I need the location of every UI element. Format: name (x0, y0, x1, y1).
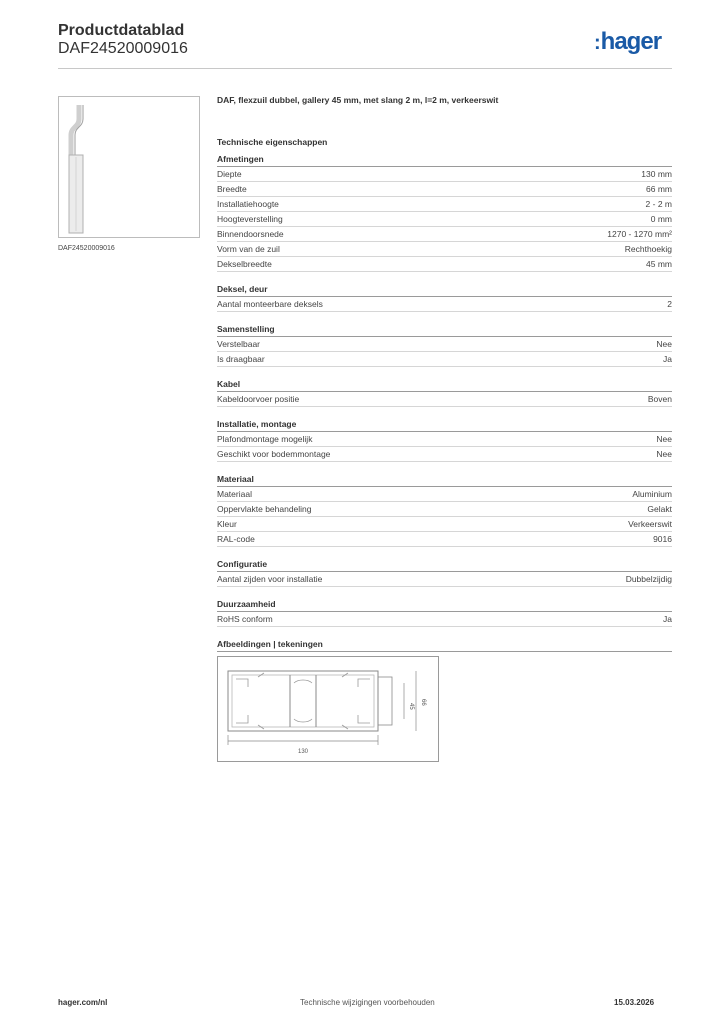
property-label: Plafondmontage mogelijk (217, 434, 313, 444)
property-group (217, 418, 672, 462)
property-value: 9016 (653, 534, 672, 544)
property-label: Aantal zijden voor installatie (217, 574, 323, 584)
property-group (217, 473, 672, 547)
document-product-code: DAF24520009016 (58, 40, 188, 57)
group-title: Samenstelling (217, 323, 672, 337)
profile-drawing-icon (218, 657, 438, 761)
property-value: 2 - 2 m (645, 199, 672, 209)
logo-dots: : (594, 32, 600, 54)
property-label: Aantal monteerbare deksels (217, 299, 323, 309)
property-row (217, 447, 672, 462)
property-value: Boven (647, 394, 672, 404)
property-group (217, 378, 672, 407)
property-value: 0 mm (650, 214, 672, 224)
property-label: RoHS conform (217, 614, 273, 624)
group-title: Kabel (217, 378, 672, 392)
property-row (217, 212, 672, 227)
property-row (217, 167, 672, 182)
property-row (217, 352, 672, 367)
property-value: 66 mm (646, 184, 672, 194)
property-row (217, 337, 672, 352)
property-group (217, 283, 672, 312)
section-title: Technische eigenschappen (217, 137, 328, 147)
product-image (58, 96, 200, 238)
property-label: Is draagbaar (217, 354, 265, 364)
footer-website-link[interactable]: hager.com/nl (58, 998, 108, 1007)
property-label: Binnendoorsnede (217, 229, 284, 239)
technical-drawing (217, 656, 439, 762)
property-label: Kleur (217, 519, 237, 529)
main-content (217, 95, 672, 652)
property-value: 45 mm (646, 259, 672, 269)
dimension-outer-height-label: 66 (420, 699, 426, 706)
property-row (217, 392, 672, 407)
property-label: RAL-code (217, 534, 255, 544)
property-label: Kabeldoorvoer positie (217, 394, 300, 404)
group-title: Installatie, montage (217, 418, 672, 432)
document-title: Productdatablad (58, 22, 185, 39)
property-value: Nee (656, 449, 672, 459)
property-value: 1270 - 1270 mm² (607, 229, 672, 239)
property-group (217, 558, 672, 587)
property-row (217, 257, 672, 272)
property-group (217, 153, 672, 272)
property-value: 130 mm (641, 169, 672, 179)
property-row (217, 517, 672, 532)
property-row (217, 182, 672, 197)
group-title: Configuratie (217, 558, 672, 572)
property-row (217, 432, 672, 447)
property-label: Diepte (217, 169, 242, 179)
property-row (217, 297, 672, 312)
dimension-width-label: 130 (297, 749, 309, 755)
property-row (217, 487, 672, 502)
property-label: Oppervlakte behandeling (217, 504, 312, 514)
property-row (217, 532, 672, 547)
drawings-title: Afbeeldingen | tekeningen (217, 638, 672, 652)
property-value: Rechthoekig (624, 244, 672, 254)
property-group (217, 323, 672, 367)
property-row (217, 227, 672, 242)
property-value: Gelakt (647, 504, 672, 514)
property-label: Dekselbreedte (217, 259, 272, 269)
flexzuil-product-icon (59, 97, 199, 237)
property-value: Ja (663, 614, 672, 624)
property-row (217, 612, 672, 627)
property-value: Nee (656, 339, 672, 349)
product-description: DAF, flexzuil dubbel, gallery 45 mm, met slang 2 m, l=2 m, verkeerswit (217, 95, 499, 105)
property-value: 2 (667, 299, 672, 309)
hager-logo[interactable] (594, 28, 661, 56)
group-title: Deksel, deur (217, 283, 672, 297)
property-row (217, 572, 672, 587)
property-value: Verkeerswit (628, 519, 672, 529)
property-label: Hoogteverstelling (217, 214, 283, 224)
property-value: Nee (656, 434, 672, 444)
dimension-inner-height-label: 45 (408, 703, 414, 710)
group-title: Materiaal (217, 473, 672, 487)
property-value: Aluminium (632, 489, 672, 499)
logo-text: hager (600, 28, 662, 55)
group-title: Afmetingen (217, 153, 672, 167)
property-row (217, 502, 672, 517)
property-label: Geschikt voor bodemmontage (217, 449, 331, 459)
property-label: Breedte (217, 184, 247, 194)
property-row (217, 242, 672, 257)
property-group (217, 598, 672, 627)
property-label: Materiaal (217, 489, 252, 499)
footer-date: 15.03.2026 (614, 998, 655, 1007)
product-image-caption: DAF24520009016 (58, 245, 115, 252)
property-row (217, 197, 672, 212)
properties-list (217, 153, 672, 627)
property-value: Dubbelzijdig (625, 574, 672, 584)
group-title: Duurzaamheid (217, 598, 672, 612)
header-divider (58, 68, 672, 69)
property-label: Installatiehoogte (217, 199, 279, 209)
property-label: Vorm van de zuil (217, 244, 280, 254)
property-value: Ja (663, 354, 672, 364)
footer-disclaimer: Technische wijzigingen voorbehouden (300, 998, 435, 1007)
property-label: Verstelbaar (217, 339, 260, 349)
